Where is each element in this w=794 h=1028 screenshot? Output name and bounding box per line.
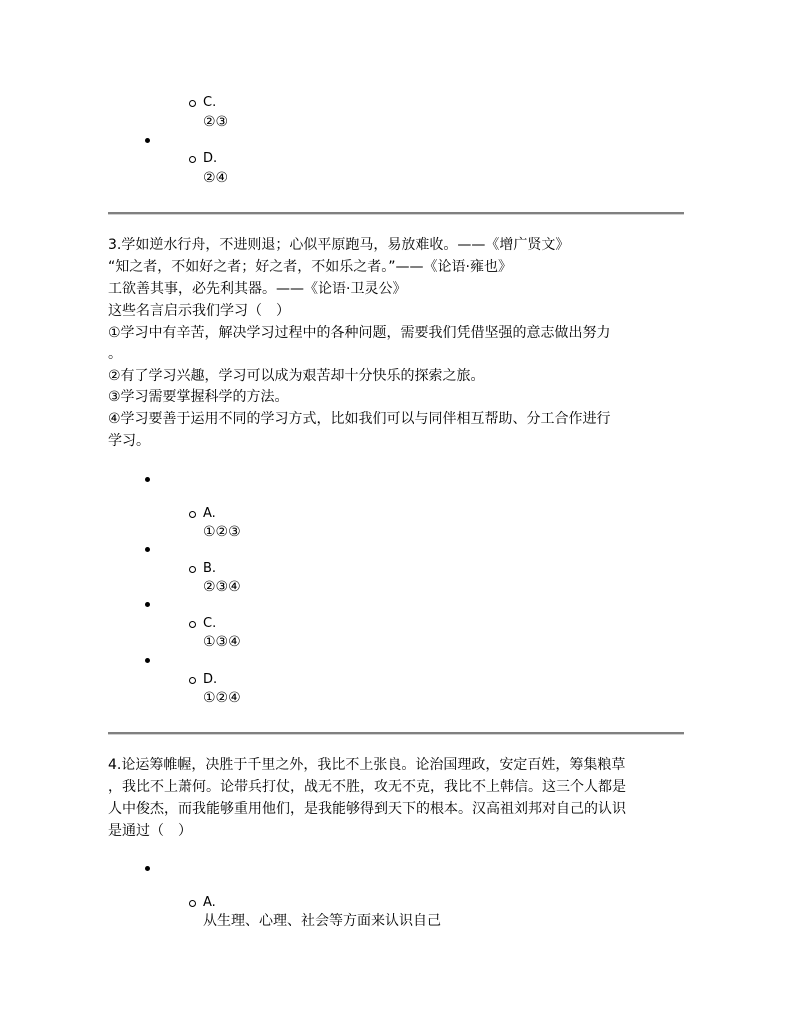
list-bullet (145, 602, 150, 607)
question-text-line: ，我比不上萧何。论带兵打仗，战无不胜，攻无不克，我比不上韩信。这三个人都是 (108, 779, 626, 795)
question-text-line: 4.论运筹帷幄，决胜于千里之外，我比不上张良。论治国理政，安定百姓，筹集粮草 (108, 757, 626, 773)
list-bullet (145, 477, 150, 482)
option-a-radio[interactable] (189, 511, 196, 518)
question-text-line: 3.学如逆水行舟，不进则退；心似平原跑马，易放难收。——《增广贤文》 (108, 237, 570, 253)
option-answer: ①②③ (203, 524, 241, 540)
list-bullet (145, 547, 150, 552)
list-bullet (145, 658, 150, 663)
option-letter: A. (203, 506, 216, 521)
question-text-line: 学习。 (108, 433, 150, 449)
question-text-line: “知之者，不如好之者；好之者，不如乐之者。”——《论语·雍也》 (108, 259, 512, 275)
option-d-radio[interactable] (189, 677, 196, 684)
question-text-line: ③学习需要掌握科学的方法。 (108, 389, 289, 405)
option-letter: B. (203, 561, 217, 576)
option-answer: ①③④ (203, 634, 241, 650)
option-letter: D. (203, 672, 218, 687)
question-text-line: ②有了学习兴趣，学习可以成为艰苦却十分快乐的探索之旅。 (108, 368, 485, 384)
option-answer: ①②④ (203, 690, 241, 706)
option-letter: C. (203, 616, 217, 631)
question-text-line: ④学习要善于运用不同的学习方式，比如我们可以与同伴相互帮助、分工合作进行 (108, 411, 611, 427)
question-divider (108, 732, 684, 735)
option-b-radio[interactable] (189, 566, 196, 573)
option-letter: A. (203, 895, 216, 910)
question-text-line: 这些名言启示我们学习（ ） (108, 303, 290, 319)
option-letter: C. (203, 95, 217, 110)
list-bullet (145, 866, 150, 871)
list-bullet (145, 138, 150, 143)
question-divider (108, 212, 684, 215)
option-answer: ②④ (203, 170, 229, 186)
question-text-line: 。 (108, 346, 122, 362)
question-text-line: 人中俊杰，而我能够重用他们，是我能够得到天下的根本。汉高祖刘邦对自己的认识 (108, 801, 626, 817)
question-text-line: 是通过（ ） (108, 823, 192, 839)
option-answer: ②③④ (203, 579, 241, 595)
option-d-radio[interactable] (189, 156, 196, 163)
question-text-line: 工欲善其事，必先利其器。——《论语·卫灵公》 (108, 281, 407, 297)
option-answer: 从生理、心理、社会等方面来认识自己 (203, 913, 441, 929)
option-a-radio[interactable] (189, 900, 196, 907)
option-answer: ②③ (203, 114, 229, 130)
option-c-radio[interactable] (189, 621, 196, 628)
option-c-radio[interactable] (189, 100, 196, 107)
option-letter: D. (203, 151, 218, 166)
question-text-line: ①学习中有辛苦，解决学习过程中的各种问题，需要我们凭借坚强的意志做出努力 (108, 325, 611, 341)
